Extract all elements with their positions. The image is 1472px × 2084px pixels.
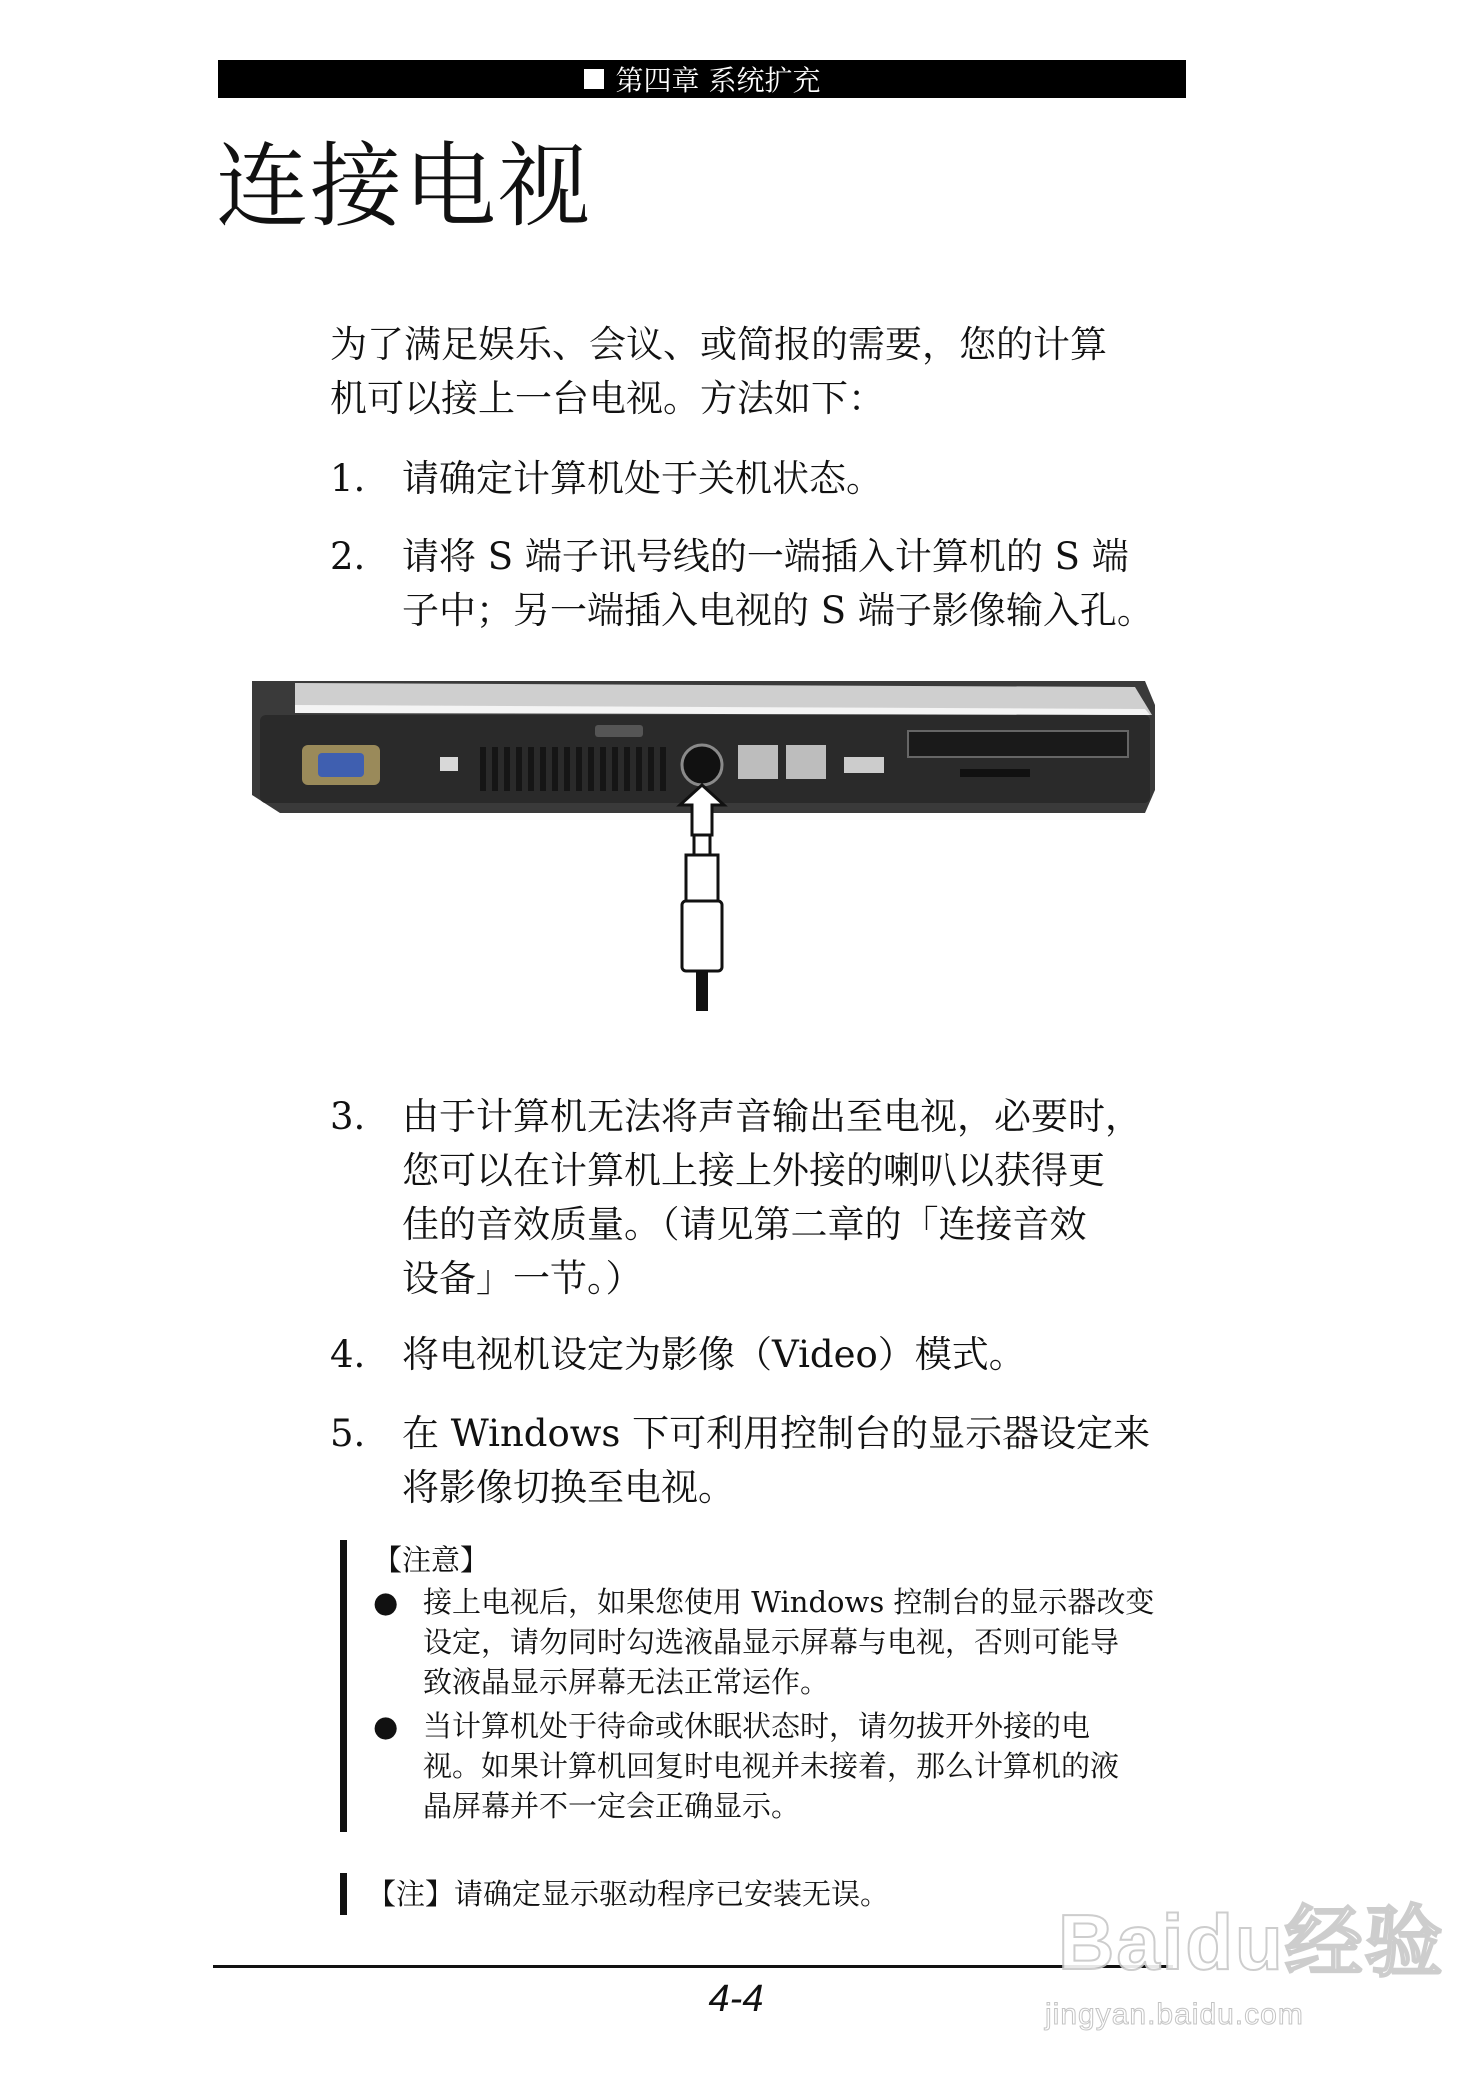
step-line: 佳的音效质量。（请见第二章的「连接音效 bbox=[402, 1203, 1087, 1246]
modem-port bbox=[786, 745, 826, 779]
cable-plug bbox=[686, 855, 718, 901]
step-number: 5. bbox=[330, 1412, 366, 1455]
bullet-icon: ● bbox=[373, 1585, 399, 1619]
step-line: 您可以在计算机上接上外接的喇叭以获得更 bbox=[402, 1149, 1105, 1192]
caution-line: 接上电视后，如果您使用 Windows 控制台的显示器改变 bbox=[423, 1585, 1155, 1619]
step-item bbox=[330, 1328, 1200, 1382]
usb-port bbox=[844, 757, 884, 773]
footer-rule bbox=[213, 1965, 1173, 1968]
watermark-logo: Baidu经验 bbox=[1058, 1898, 1445, 1986]
caution-bullet bbox=[373, 1582, 1203, 1702]
chapter-title: 第四章 系统扩充 bbox=[615, 64, 821, 97]
caution-line: 晶屏幕并不一定会正确显示。 bbox=[423, 1789, 801, 1823]
step-item bbox=[330, 1407, 1200, 1515]
lock-slot bbox=[440, 757, 458, 771]
step-item bbox=[330, 530, 1200, 638]
step-number: 3. bbox=[330, 1095, 366, 1138]
bullet-icon: ● bbox=[373, 1709, 399, 1743]
caution-title: 【注意】 bbox=[373, 1543, 490, 1577]
chapter-header bbox=[218, 60, 1186, 98]
step-item bbox=[330, 452, 1200, 506]
step-line: 由于计算机无法将声音输出至电视，必要时， bbox=[402, 1095, 1142, 1138]
caution-line: 设定，请勿同时勾选液晶显示屏幕与电视，否则可能导 bbox=[423, 1625, 1120, 1659]
step-number: 4. bbox=[330, 1333, 366, 1376]
square-icon bbox=[584, 69, 604, 89]
step-line: 设备」一节。） bbox=[402, 1257, 643, 1300]
step-item bbox=[330, 1090, 1200, 1306]
page-title: 连接电视 bbox=[216, 133, 593, 240]
step-number: 1. bbox=[330, 457, 366, 500]
step-line: 在 Windows 下可利用控制台的显示器设定来 bbox=[402, 1412, 1151, 1455]
s-video-port bbox=[682, 745, 722, 785]
caution-line: 视。如果计算机回复时电视并未接着，那么计算机的液 bbox=[423, 1749, 1120, 1783]
page-number: 4-4 bbox=[708, 1978, 764, 2020]
step-line: 子中；另一端插入电视的 S 端子影像输入孔。 bbox=[402, 589, 1154, 632]
step-line: 请确定计算机处于关机状态。 bbox=[402, 457, 883, 500]
caution-line: 致液晶显示屏幕无法正常运作。 bbox=[423, 1665, 830, 1699]
caution-box bbox=[340, 1540, 1207, 1832]
cable-wire bbox=[696, 971, 708, 1011]
step-number: 2. bbox=[330, 535, 366, 578]
card-slot bbox=[908, 731, 1128, 757]
caution-bullet bbox=[373, 1706, 1203, 1826]
step-line: 将电视机设定为影像（Video）模式。 bbox=[402, 1333, 1026, 1376]
driver-note: 【注】请确定显示驱动程序已安装无误。 bbox=[340, 1873, 889, 1915]
step-line: 将影像切换至电视。 bbox=[402, 1466, 735, 1509]
step-line: 请将 S 端子讯号线的一端插入计算机的 S 端 bbox=[402, 535, 1129, 578]
watermark-url: jingyan.baidu.com bbox=[1045, 1998, 1304, 2031]
intro-line-1: 为了满足娱乐、会议、或简报的需要，您的计算 bbox=[330, 323, 1107, 366]
laptop-s-video-port-icon bbox=[240, 675, 1160, 1015]
network-port bbox=[738, 745, 778, 779]
intro-line-2: 机可以接上一台电视。方法如下： bbox=[330, 377, 885, 420]
caution-line: 当计算机处于待命或休眠状态时，请勿拔开外接的电 bbox=[423, 1709, 1091, 1743]
